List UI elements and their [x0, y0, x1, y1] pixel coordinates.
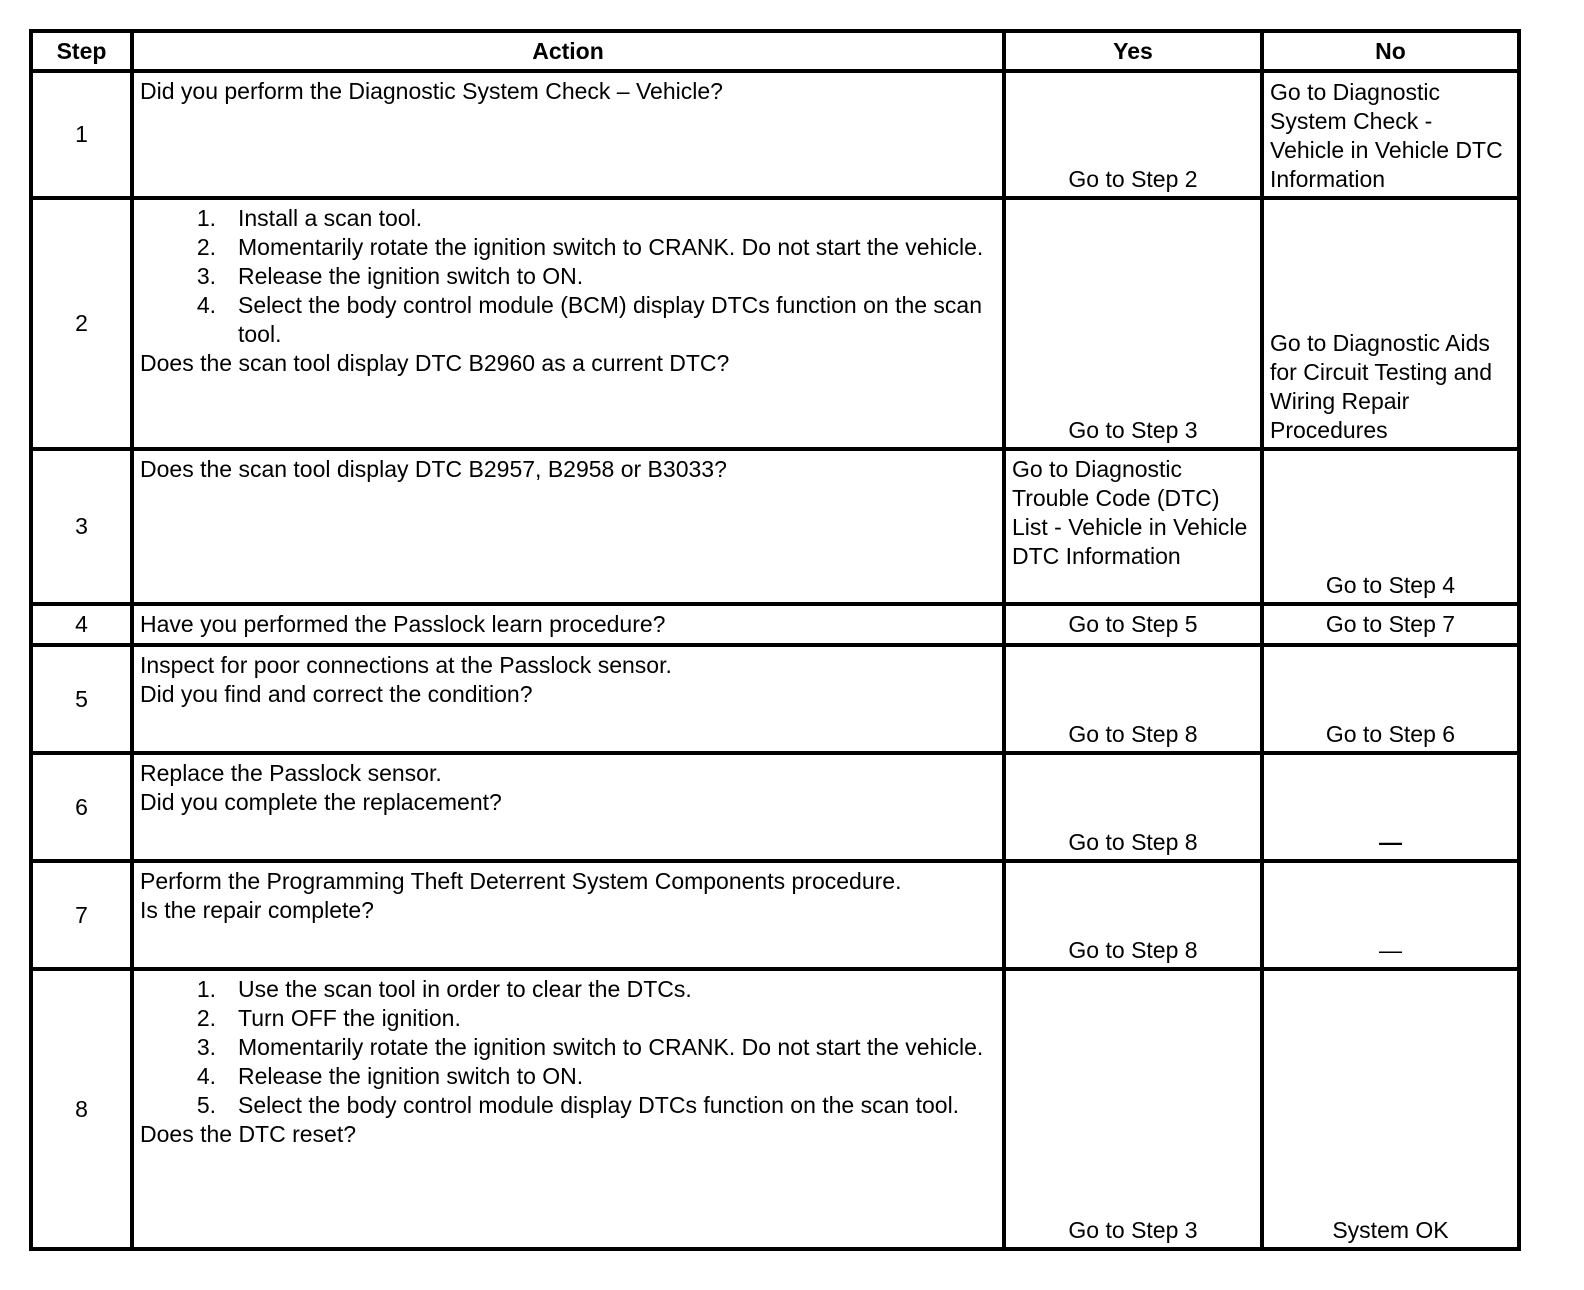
action-text: Have you performed the Passlock learn procedure? [140, 611, 666, 637]
list-item: 4. Select the body control module (BCM) display DTCs function on the scan tool. [196, 292, 983, 347]
action-cell [132, 753, 1004, 861]
yes-link[interactable]: Go to Step 8 [1068, 829, 1198, 855]
yes-link[interactable]: Go to Diagnostic Trouble Code (DTC) List - Vehicle in Vehicle DTC Information [1012, 456, 1248, 569]
table-row [31, 449, 1519, 604]
list-item: 3. Momentarily rotate the ignition switch to CRANK. Do not start the vehicle. [196, 1034, 984, 1060]
substep-list [140, 204, 996, 349]
yes-cell [1004, 449, 1262, 604]
no-cell [1262, 753, 1519, 861]
yes-cell [1004, 753, 1262, 861]
list-item: 5. Select the body control module display DTCs function on the scan tool. [196, 1092, 960, 1118]
no-cell [1262, 71, 1519, 198]
yes-cell [1004, 861, 1262, 969]
no-cell [1262, 449, 1519, 604]
action-question: Does the scan tool display DTC B2960 as a current DTC? [140, 350, 730, 376]
list-item: 2. Momentarily rotate the ignition switch to CRANK. Do not start the vehicle. [196, 234, 984, 260]
diagnostic-table [29, 29, 1521, 1251]
no-link[interactable]: Go to Step 4 [1325, 572, 1456, 598]
action-cell [132, 604, 1004, 645]
no-cell [1262, 969, 1519, 1249]
step-number: 5 [31, 645, 132, 753]
action-cell [132, 861, 1004, 969]
action-text: Inspect for poor connections at the Passlock sensor. [140, 652, 672, 678]
no-cell [1262, 861, 1519, 969]
no-link[interactable]: Go to Diagnostic Aids for Circuit Testing and Wiring Repair Procedures [1270, 330, 1493, 443]
action-cell [132, 71, 1004, 198]
substep-list [140, 975, 996, 1120]
step-number: 6 [31, 753, 132, 861]
no-link[interactable]: Go to Step 6 [1325, 721, 1456, 747]
list-item: 1. Install a scan tool. [196, 205, 423, 231]
action-question: Did you find and correct the condition? [140, 681, 533, 707]
header-row [31, 31, 1519, 71]
step-number: 3 [31, 449, 132, 604]
action-text: Perform the Programming Theft Deterrent System Components procedure. [140, 868, 902, 894]
yes-link[interactable]: Go to Step 5 [1068, 611, 1198, 637]
header-step: Step [31, 31, 132, 71]
table-row [31, 753, 1519, 861]
step-number: 1 [31, 71, 132, 198]
table-row [31, 71, 1519, 198]
header-action: Action [132, 31, 1004, 71]
action-cell [132, 198, 1004, 449]
action-question: Does the DTC reset? [140, 1121, 357, 1147]
action-cell [132, 969, 1004, 1249]
table-row [31, 969, 1519, 1249]
action-cell [132, 645, 1004, 753]
yes-cell [1004, 969, 1262, 1249]
table-row [31, 604, 1519, 645]
no-link[interactable]: Go to Diagnostic System Check - Vehicle in Vehicle DTC Information [1270, 79, 1503, 192]
yes-cell [1004, 198, 1262, 449]
no-link[interactable]: Go to Step 7 [1325, 611, 1456, 637]
table-row [31, 861, 1519, 969]
no-cell [1262, 198, 1519, 449]
action-question: Did you complete the replacement? [140, 789, 502, 815]
yes-link[interactable]: Go to Step 8 [1068, 937, 1198, 963]
action-question: Is the repair complete? [140, 897, 374, 923]
action-text: Did you perform the Diagnostic System Check – Vehicle? [140, 78, 723, 104]
no-value: — [1379, 937, 1402, 963]
yes-link[interactable]: Go to Step 8 [1068, 721, 1198, 747]
step-number: 7 [31, 861, 132, 969]
step-number: 4 [31, 604, 132, 645]
list-item: 4. Release the ignition switch to ON. [196, 1063, 584, 1089]
yes-link[interactable]: Go to Step 3 [1068, 1217, 1198, 1243]
step-number: 2 [31, 198, 132, 449]
list-item: 3. Release the ignition switch to ON. [196, 263, 584, 289]
no-cell [1262, 604, 1519, 645]
list-item: 2. Turn OFF the ignition. [196, 1005, 461, 1031]
table-row [31, 645, 1519, 753]
action-text: Replace the Passlock sensor. [140, 760, 442, 786]
yes-cell [1004, 645, 1262, 753]
action-cell [132, 449, 1004, 604]
yes-cell [1004, 71, 1262, 198]
action-text: Does the scan tool display DTC B2957, B2958 or B3033? [140, 456, 727, 482]
list-item: 1. Use the scan tool in order to clear the DTCs. [196, 976, 692, 1002]
yes-cell [1004, 604, 1262, 645]
yes-link[interactable]: Go to Step 2 [1068, 166, 1198, 192]
no-value: System OK [1332, 1217, 1449, 1243]
yes-link[interactable]: Go to Step 3 [1068, 417, 1198, 443]
table-row [31, 198, 1519, 449]
header-no: No [1262, 31, 1519, 71]
header-yes: Yes [1004, 31, 1262, 71]
step-number: 8 [31, 969, 132, 1249]
no-cell [1262, 645, 1519, 753]
no-value: — [1379, 829, 1402, 855]
